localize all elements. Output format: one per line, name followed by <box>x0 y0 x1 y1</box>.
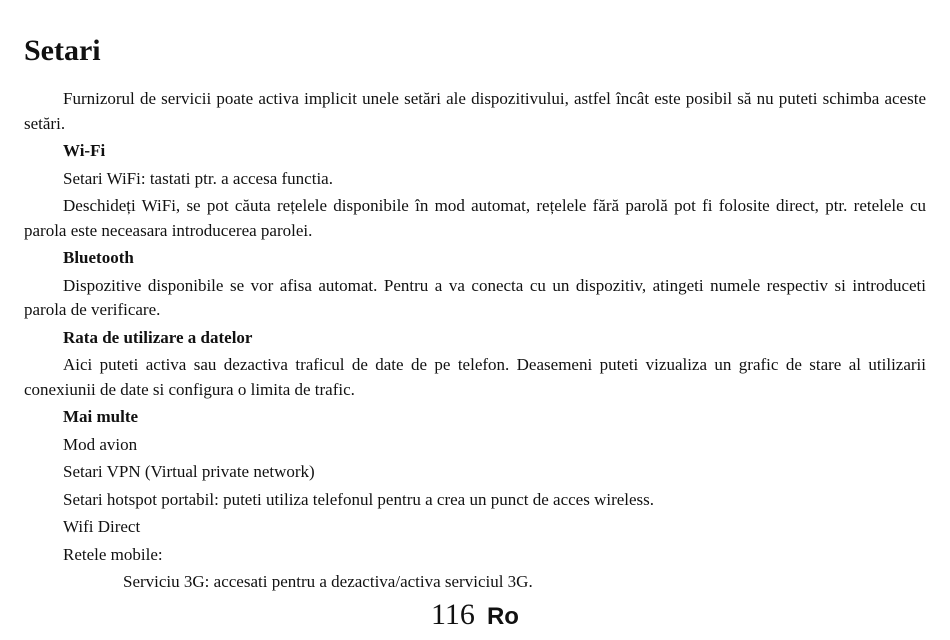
data-usage-description: Aici puteti activa sau dezactiva traficul de date de pe telefon. Deasemeni puteti vizualiza un grafic de stare al utilizarii conexiunii de date si configura o limita de trafic. <box>24 355 926 399</box>
section-heading-data-usage: Rata de utilizare a datelor <box>63 327 253 347</box>
list-item-hotspot: Setari hotspot portabil: puteti utiliza telefonul pentru a crea un punct de acces wireless. <box>63 489 655 509</box>
document-body <box>24 87 926 598</box>
list-item-mobile-networks: Retele mobile: <box>63 544 163 564</box>
language-code: Ro <box>486 603 519 630</box>
list-item-wifi-direct: Wifi Direct <box>63 517 141 536</box>
wifi-settings-line: Setari WiFi: tastati ptr. a accesa functia. <box>63 168 333 188</box>
section-heading-bluetooth: Bluetooth <box>63 248 134 267</box>
page-footer <box>0 598 950 632</box>
bluetooth-description: Dispozitive disponibile se vor afisa automat. Pentru a va conecta cu un dispozitiv, atingeti numele respectiv si introduceti parola de verificare. <box>24 275 926 319</box>
list-item-vpn: Setari VPN (Virtual private network) <box>63 462 315 481</box>
wifi-description: Deschideți WiFi, se pot căuta rețelele disponibile în mod automat, rețelele fără parolă pot fi folosite direct, ptr. retelele cu parola este neceasara introducerea parolei. <box>24 196 926 240</box>
page-number: 116 <box>431 598 475 631</box>
sublist-item-3g-service: Serviciu 3G: accesati pentru a dezactiva/activa serviciul 3G. <box>123 572 533 591</box>
section-heading-wifi: Wi-Fi <box>63 141 106 160</box>
section-heading-more: Mai multe <box>63 407 139 426</box>
page-title: Setari <box>24 34 101 67</box>
list-item-airplane-mode: Mod avion <box>63 434 138 454</box>
intro-paragraph: Furnizorul de servicii poate activa implicit unele setări ale dispozitivului, astfel încât este posibil să nu puteti schimba aceste setări. <box>24 89 926 133</box>
